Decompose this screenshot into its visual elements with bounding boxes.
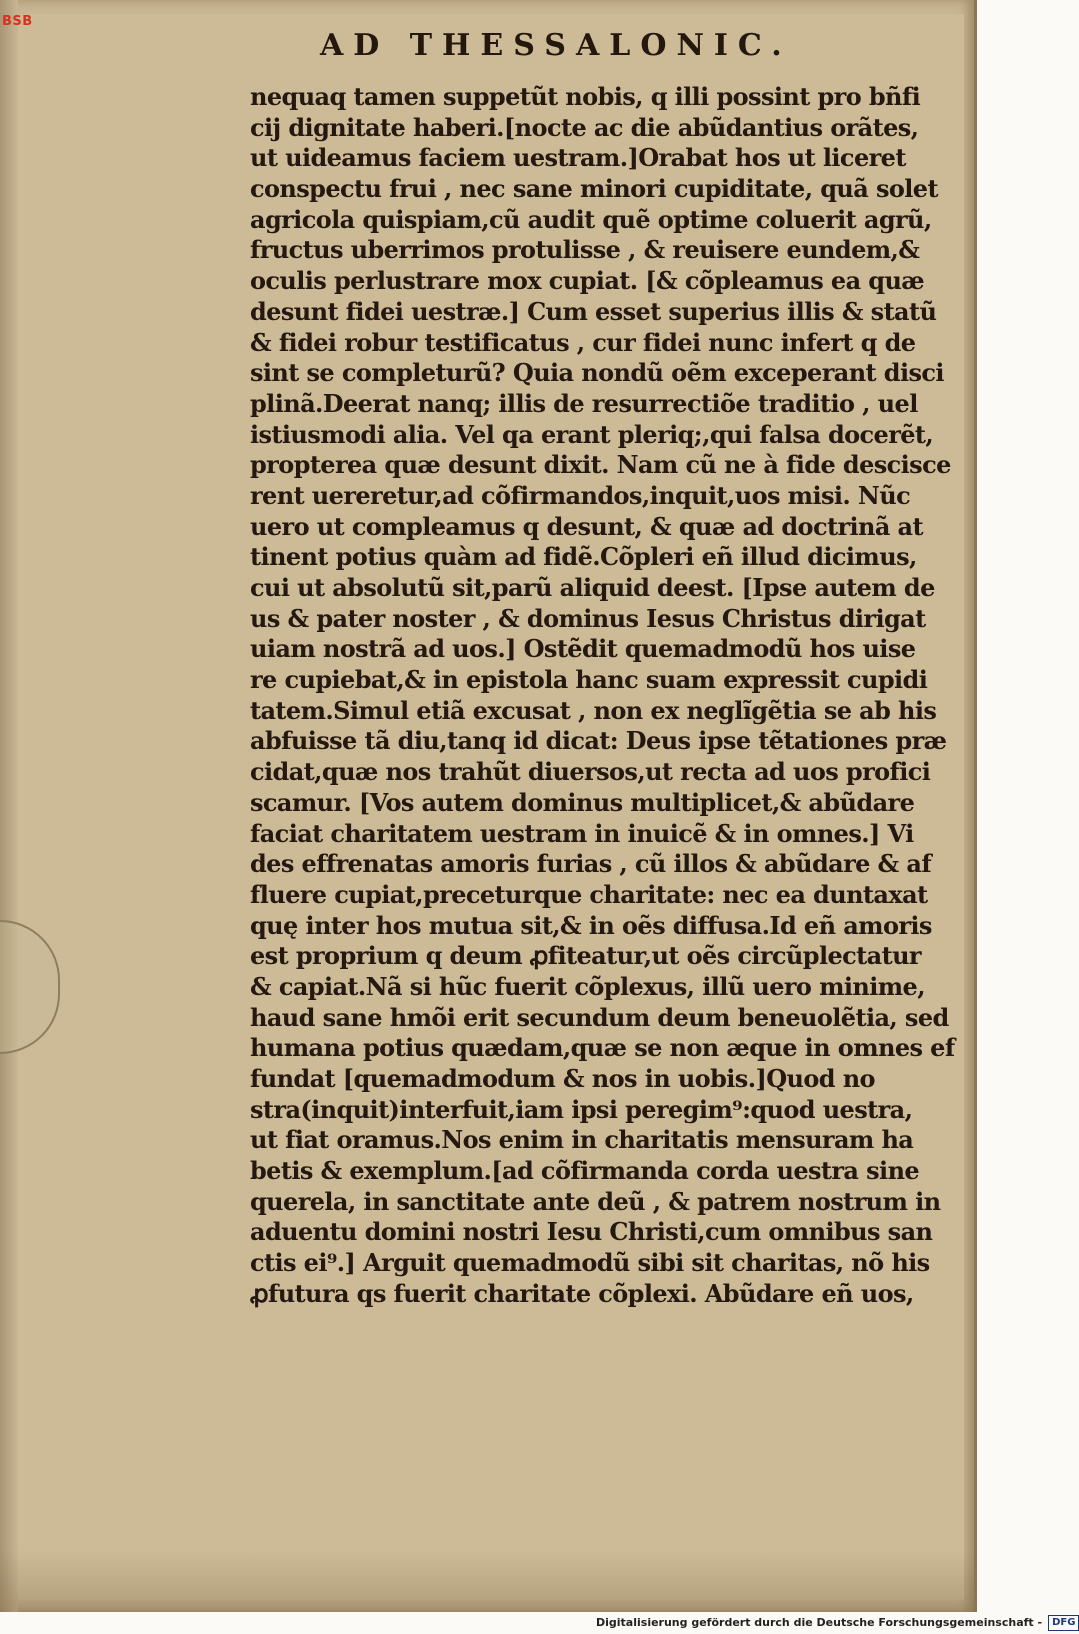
text-line: des effrenatas amoris furias , cũ illos & abũdare & af [250,849,932,879]
text-line: agricola quispiam,cũ audit quẽ optime coluerit agrũ, [250,204,932,234]
text-line: uero ut compleamus q desunt, & quæ ad doctrinã at [250,511,923,541]
text-line: plinã.Deerat nanq; illis de resurrectiõe traditio , uel [250,388,918,418]
page-bottom-shadow [0,1550,974,1612]
text-line: tinent potius quàm ad fidẽ.Cõpleri eñ illud dicimus, [250,542,917,572]
text-line: propterea quæ desunt dixit. Nam cũ ne à fide descisce [250,450,951,480]
text-line: ꝓfutura qs fuerit charitate cõplexi. Abũdare eñ uos, [250,1278,914,1308]
text-line: ctis ei⁹.] Arguit quemadmodũ sibi sit charitas, nõ his [250,1248,930,1278]
text-line: re cupiebat,& in epistola hanc suam expressit cupidi [250,665,928,695]
text-line: rent uereretur,ad cõfirmandos,inquit,uos misi. Nũc [250,480,911,510]
text-line: oculis perlustrare mox cupiat. [& cõpleamus ea quæ [250,266,925,296]
text-line: us & pater noster , & dominus Iesus Christus dirigat [250,603,926,633]
text-line: cui ut absolutũ sit,parũ aliquid deest. [Ipse autem de [250,573,935,602]
text-line: istiusmodi alia. Vel qa erant pleriq;,qui falsa docerẽt, [250,419,934,449]
text-line: aduentu domini nostri Iesu Christi,cum omnibus san [250,1217,933,1247]
dfg-logo: DFG [1048,1615,1079,1631]
text-line: sint se completurũ? Quia nondũ oẽm exceperant disci [250,358,944,388]
text-line: quę inter hos mutua sit,& in oẽs diffusa.Id eñ amoris [250,910,932,940]
text-line: scamur. [Vos autem dominus multiplicet,& abũdare [250,787,915,817]
funding-note: Digitalisierung gefördert durch die Deutsche Forschungsgemeinschaft - [596,1616,1043,1629]
digitization-footer [596,1614,1076,1634]
text-line: haud sane hmõi erit secundum deum beneuolẽtia, sed [250,1002,949,1032]
text-line: & capiat.Nã si hũc fuerit cõplexus, illũ uero minime, [250,971,925,1001]
text-line: stra(inquit)interfuit,iam ipsi peregim⁹:quod uestra, [250,1094,913,1124]
text-line: tatem.Simul etiã excusat , non ex neglĩgẽtia se ab his [250,695,937,725]
text-line: ut fiat oramus.Nos enim in charitatis mensuram ha [250,1125,914,1155]
text-line: est proprium q deum ꝓfiteatur,ut oẽs circũplectatur [250,941,921,971]
text-line: fluere cupiat,preceturque charitate: nec ea duntaxat [250,879,928,909]
library-stamp: BSB [2,14,33,29]
text-line: faciat charitatem uestram in inuicẽ & in omnes.] Vi [250,818,914,848]
text-line: fructus uberrimos protulisse , & reuisere eundem,& [250,235,920,265]
text-line: betis & exemplum.[ad cõfirmanda corda uestra sine [250,1156,920,1186]
text-line: uiam nostrã ad uos.] Ostẽdit quemadmodũ hos uise [250,634,916,664]
body-text [250,82,955,1310]
text-line: cidat,quæ nos trahũt diuersos,ut recta ad uos profici [250,757,931,787]
text-line: humana potius quædam,quæ se non æque in omnes ef [250,1033,955,1063]
page-gutter [0,0,18,1612]
text-line: abfuisse tã diu,tanq id dicat: Deus ipse tẽtationes præ [250,726,947,756]
text-line: fundat [quemadmodum & nos in uobis.]Quod no [250,1064,875,1093]
text-line: nequaq tamen suppetũt nobis, q illi possint pro bñfi [250,82,921,111]
text-line: ut uideamus faciem uestram.]Orabat hos ut liceret [250,143,906,173]
text-line: querela, in sanctitate ante deũ , & patrem nostrum in [250,1186,941,1216]
text-line: cij dignitate haberi.[nocte ac die abũdantius orãtes, [250,112,919,142]
text-line: & fidei robur testificatus , cur fidei nunc infert q de [250,327,916,357]
running-head: AD THESSALONIC. [320,28,792,63]
text-line: conspectu frui , nec sane minori cupiditate, quã solet [250,174,938,204]
text-line: desunt fidei uestræ.] Cum esset superius illis & statũ [250,296,937,326]
